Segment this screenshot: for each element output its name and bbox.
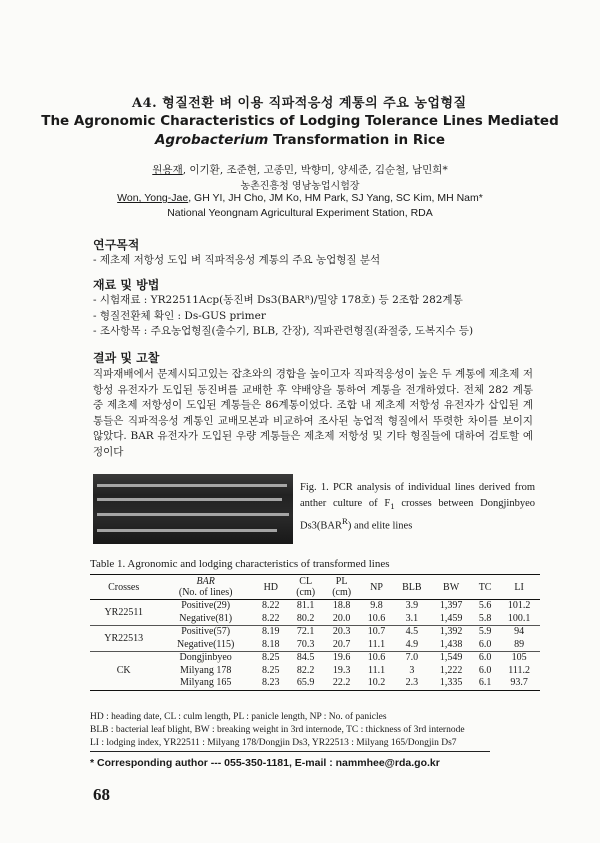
table-cell: 8.23 (262, 677, 280, 689)
table-cell: 1,222 (439, 664, 463, 676)
table-cell: 5.9 (478, 626, 492, 638)
table-cell: Dongjinbyeo (179, 652, 232, 664)
col-header-bar-label: BAR (196, 576, 215, 587)
purpose-heading: 연구목적 (93, 238, 140, 252)
table-row (90, 639, 540, 652)
gel-band (97, 484, 287, 487)
col-header-cl (288, 575, 324, 600)
table-cell: 6.1 (478, 677, 492, 689)
gel-band (97, 498, 282, 501)
methods-line-traits: - 조사항목 : 주요농업형질(출수기, BLB, 간장), 직파관련형질(좌절중, 도복지수 등) (93, 325, 474, 337)
table-cell: 72.1 (296, 626, 315, 638)
col-header-hd: HD (263, 581, 279, 593)
table-cell: 10.6 (367, 612, 386, 624)
table-cell: 100.1 (507, 612, 531, 624)
table-cell: 1,459 (439, 612, 463, 624)
methods-line-confirmation: - 형질전환체 확인 : Ds-GUS primer (93, 309, 266, 322)
table-cell: 10.6 (367, 652, 386, 664)
table-cell: 9.8 (370, 600, 383, 612)
figure-caption (300, 480, 535, 534)
authors-korean (0, 162, 600, 177)
title-english-line1: The Agronomic Characteristics of Lodging Tolerance Lines Mediated (41, 113, 559, 129)
col-header-bw: BW (443, 581, 460, 593)
title-english-line2-rest: Transformation in Rice (268, 132, 445, 148)
results-text: 직파재배에서 문제시되고있는 잡초와의 경합을 높이고자 직파적응성이 높은 두 계통에 제초제 저항성 유전자가 도입된 동진벼를 교배한 후 약배양을 통하여 계통을 전개하였다. 전체 282 계통 중 제초제 저항성이 도입된 계통들은 86계통이었다. 조합 내 제초제 저항성 유전자가 삽입된 계통들은 직파적응성 계통인 교배모본과 비교하여 조사된 농업적 형질에서 뚜렷한 차이를 보이지 않았다. BAR 유전자가 도입된 우량 계통들은 제초제 저항성 및 기타 형질들에 대하여 검토할 예정이다 (93, 368, 533, 458)
table-cell: 1,335 (439, 677, 463, 689)
footnote-abbrev-2: BLB : bacterial leaf blight, BW : breaking weight in 3rd internode, TC : thickness of 3rd internode (90, 725, 465, 735)
figure-caption-superscript: R (342, 516, 348, 527)
table-cell: 65.9 (296, 677, 315, 689)
table-cell: 111.2 (508, 664, 531, 676)
table-cell: 8.25 (262, 652, 280, 664)
table-cell: 4.5 (405, 626, 419, 638)
methods-heading: 재료 및 방법 (93, 278, 160, 292)
table-row (90, 600, 540, 613)
methods-line-material: - 시험재료 : YR22511Acp(동진벼 Ds3(BARᴿ)/밀양 178호) 등 2조합 282계통 (93, 294, 463, 306)
title-italic-term: Agrobacterium (154, 132, 269, 148)
table-cell: 1,438 (439, 638, 463, 650)
corresponding-author: * Corresponding author --- 055-350-1181, E-mail : nammhee@rda.go.kr (90, 757, 440, 769)
table-cell: 3 (409, 664, 415, 676)
title-korean: A4. 형질전환 벼 이용 직파적응성 계통의 주요 농업형질 (132, 96, 467, 111)
authors-english (0, 192, 600, 204)
table-cell: Negative(81) (179, 612, 233, 624)
affiliation-korean: 농촌진흥청 영남농업시험장 (240, 181, 360, 192)
gel-band (97, 529, 277, 532)
table-caption: Table 1. Agronomic and lodging characteristics of transformed lines (90, 558, 390, 570)
table-cell: 4.9 (405, 638, 419, 650)
table-cell: 20.3 (332, 626, 351, 638)
table-cell: 8.22 (262, 600, 280, 612)
table-cell: 8.25 (262, 664, 280, 676)
table-cell: 101.2 (507, 600, 531, 612)
figure-caption-part: ) and elite lines (347, 520, 413, 532)
table-row (90, 626, 540, 639)
gel-band (97, 513, 289, 516)
table-cell: 19.3 (332, 664, 351, 676)
table-cell: 11.1 (367, 638, 386, 650)
col-header-tc: TC (478, 581, 492, 593)
table-cell: 3.9 (405, 600, 419, 612)
table-cell: 5.8 (478, 612, 492, 624)
table-cell: 105 (511, 652, 527, 664)
table-group-yr22511 (90, 600, 540, 626)
table-cell: 70.3 (296, 638, 315, 650)
col-header-pl-unit: (cm) (332, 587, 352, 598)
table-row (90, 652, 540, 665)
table-cell: Negative(115) (176, 638, 235, 650)
table-cell: 6.0 (478, 638, 492, 650)
table-cell: 80.2 (296, 612, 315, 624)
table-cell: 89 (514, 638, 525, 650)
table-cell: 11.1 (367, 664, 386, 676)
results-heading: 결과 및 고찰 (93, 351, 160, 365)
table-cell: Positive(29) (181, 600, 231, 612)
table-cell: 20.0 (332, 612, 351, 624)
table-cell: 81.1 (296, 600, 315, 612)
col-header-pl-label: PL (335, 576, 348, 587)
title-english-line2 (0, 132, 600, 148)
col-header-cl-unit: (cm) (296, 587, 316, 598)
first-author-english: Won, Yong-Jae (117, 192, 189, 204)
col-header-np: NP (370, 581, 383, 593)
table-cell: 93.7 (510, 677, 528, 689)
table-cell: 18.8 (332, 600, 351, 612)
footnote-abbrev-1: HD : heading date, CL : culm length, PL : panicle length, NP : No. of panicles (90, 712, 387, 722)
col-header-li: LI (514, 581, 524, 593)
table-cell: 2.3 (405, 677, 419, 689)
table-cell: 22.2 (332, 677, 351, 689)
table-cell: 5.6 (478, 600, 492, 612)
table-cell: 84.5 (296, 652, 315, 664)
table-cell: Milyang 165 (179, 677, 232, 689)
affiliation-english: National Yeongnam Agricultural Experiment Station, RDA (167, 207, 433, 219)
table-header-row (90, 575, 540, 600)
figure-caption-part: crosses between Dongjinbyeo Ds3(BAR (300, 497, 535, 532)
table-group-yr22513 (90, 626, 540, 652)
table-cell: 7.0 (405, 652, 419, 664)
table-row (90, 613, 540, 626)
table-cell: 1,397 (439, 600, 463, 612)
col-header-bar-sub: (No. of lines) (178, 587, 233, 598)
cross-cell: CK (116, 664, 131, 676)
co-authors-korean: , 이기환, 조준현, 고종민, 박향미, 양세준, 김순철, 남민희* (182, 164, 448, 176)
page-number: 68 (93, 785, 110, 804)
purpose-text: - 제초제 저항성 도입 벼 직파적응성 계통의 주요 농업형질 분석 (93, 254, 381, 266)
table-cell: Positive(57) (181, 626, 231, 638)
col-header-crosses: Crosses (108, 581, 140, 593)
figure-caption-part: Fig. 1. PCR analysis of individual lines derived from anther culture of F (300, 482, 535, 509)
table-cell: 3.1 (405, 612, 419, 624)
footnote-divider (90, 751, 490, 752)
table-cell: 10.7 (367, 626, 386, 638)
col-header-cl-label: CL (299, 576, 313, 587)
table-row (90, 677, 540, 690)
table-cell: 82.2 (296, 664, 315, 676)
col-header-bar (157, 575, 253, 600)
methods-list (93, 293, 533, 340)
first-author-korean: 원용재 (152, 164, 183, 176)
figure-caption-subscript: 1 (390, 500, 395, 511)
table-cell: 1,549 (439, 652, 463, 664)
table-cell: 8.18 (262, 638, 280, 650)
table-row (90, 665, 540, 678)
col-header-pl (324, 575, 360, 600)
table-cell: 6.0 (478, 664, 492, 676)
table-cell: Milyang 178 (179, 664, 232, 676)
cross-cell: YR22513 (104, 632, 144, 644)
table-cell: 94 (514, 626, 525, 638)
data-table (90, 574, 540, 691)
table-cell: 10.2 (367, 677, 386, 689)
co-authors-english: , GH YI, JH Cho, JM Ko, HM Park, SJ Yang, SC Kim, MH Nam* (188, 192, 483, 204)
footnote-abbrev-3: LI : lodging index, YR22511 : Milyang 178/Dongjin Ds3, YR22513 : Milyang 165/Dongjin Ds7 (90, 738, 457, 748)
table-cell: 6.0 (478, 652, 492, 664)
cross-cell: YR22511 (104, 606, 143, 618)
table-cell: 8.22 (262, 612, 280, 624)
table-cell: 8.19 (262, 626, 280, 638)
col-header-blb: BLB (402, 581, 422, 593)
pcr-gel-image (93, 474, 293, 544)
table-cell: 19.6 (332, 652, 351, 664)
table-cell: 1,392 (439, 626, 463, 638)
table-cell: 20.7 (332, 638, 351, 650)
table-group-ck (90, 652, 540, 691)
